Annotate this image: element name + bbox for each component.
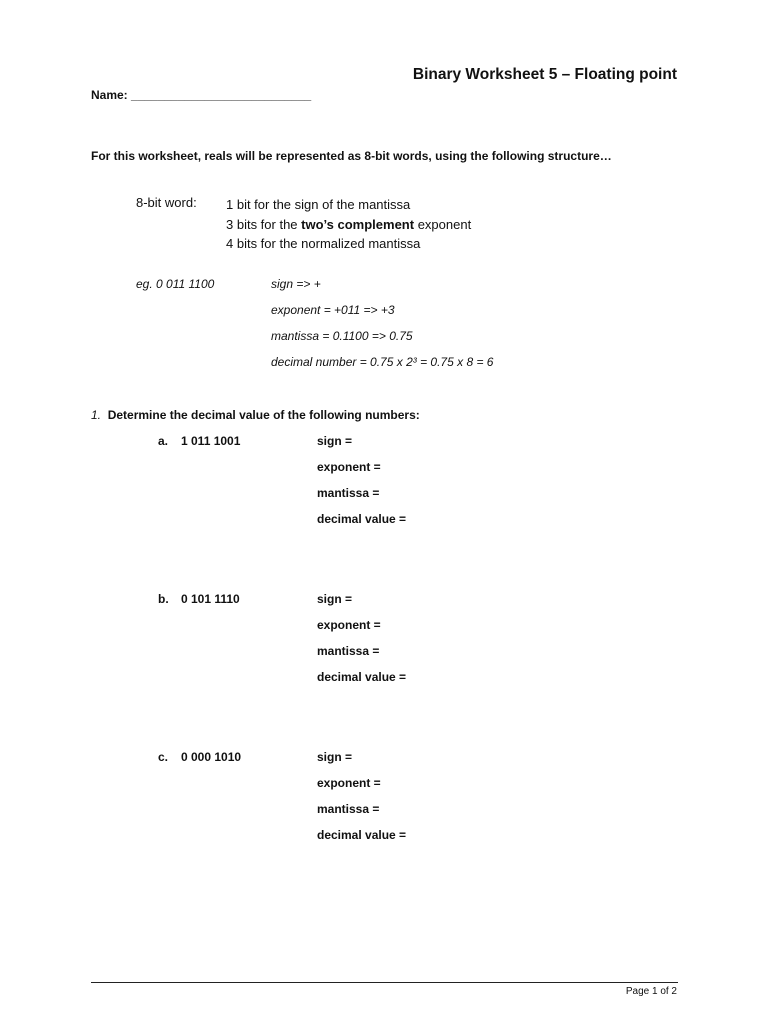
item-c-sign-label: sign = bbox=[317, 750, 353, 764]
page-number: Page 1 of 2 bbox=[625, 986, 677, 997]
structure-line-exponent bbox=[226, 215, 471, 235]
question-1 bbox=[91, 408, 420, 422]
item-b-sign-label: sign = bbox=[317, 592, 353, 606]
item-b-fields bbox=[317, 586, 406, 690]
item-b-exponent-label: exponent = bbox=[317, 618, 381, 632]
footer-divider bbox=[91, 982, 678, 983]
item-a-letter: a. bbox=[158, 434, 169, 448]
item-c-code: 0 000 1010 bbox=[181, 750, 242, 764]
item-c-letter: c. bbox=[158, 750, 169, 764]
item-a-exponent-label: exponent = bbox=[317, 460, 381, 474]
item-b-decimal-label: decimal value = bbox=[317, 670, 407, 684]
name-field-line: Name: ___________________________ bbox=[91, 88, 312, 102]
structure-line-sign: 1 bit for the sign of the mantissa bbox=[226, 197, 411, 212]
example-exponent: exponent = +011 => +3 bbox=[271, 303, 395, 317]
question-text: Determine the decimal value of the following numbers: bbox=[107, 408, 420, 422]
item-a-fields bbox=[317, 428, 406, 532]
item-a-decimal-label: decimal value = bbox=[317, 512, 407, 526]
item-b-letter: b. bbox=[158, 592, 169, 606]
intro-text: For this worksheet, reals will be represented as 8-bit words, using the following structure… bbox=[91, 149, 612, 163]
item-b-mantissa-label: mantissa = bbox=[317, 644, 380, 658]
example-label: eg. 0 011 1100 bbox=[136, 277, 215, 291]
item-c-decimal-label: decimal value = bbox=[317, 828, 407, 842]
example-mantissa: mantissa = 0.1100 => 0.75 bbox=[271, 329, 413, 343]
structure-line-exponent-pre: 3 bits for the bbox=[226, 216, 302, 232]
structure-line-mantissa: 4 bits for the normalized mantissa bbox=[226, 236, 421, 251]
example-sign: sign => + bbox=[271, 277, 321, 291]
item-a-mantissa-label: mantissa = bbox=[317, 486, 380, 500]
item-c-fields bbox=[317, 744, 406, 848]
example-decimal: decimal number = 0.75 x 2³ = 0.75 x 8 = 6 bbox=[271, 355, 494, 369]
structure-line-exponent-bold: two’s complement bbox=[301, 216, 415, 232]
structure-description bbox=[226, 195, 471, 254]
structure-label: 8-bit word: bbox=[136, 195, 197, 210]
item-a-sign-label: sign = bbox=[317, 434, 353, 448]
item-b-code: 0 101 1110 bbox=[181, 592, 240, 606]
item-a-code: 1 011 1001 bbox=[181, 434, 241, 448]
question-number: 1. bbox=[91, 408, 102, 422]
item-c-mantissa-label: mantissa = bbox=[317, 802, 380, 816]
worksheet-title: Binary Worksheet 5 – Floating point bbox=[412, 66, 677, 83]
item-c-exponent-label: exponent = bbox=[317, 776, 381, 790]
structure-line-exponent-post: exponent bbox=[414, 216, 472, 232]
